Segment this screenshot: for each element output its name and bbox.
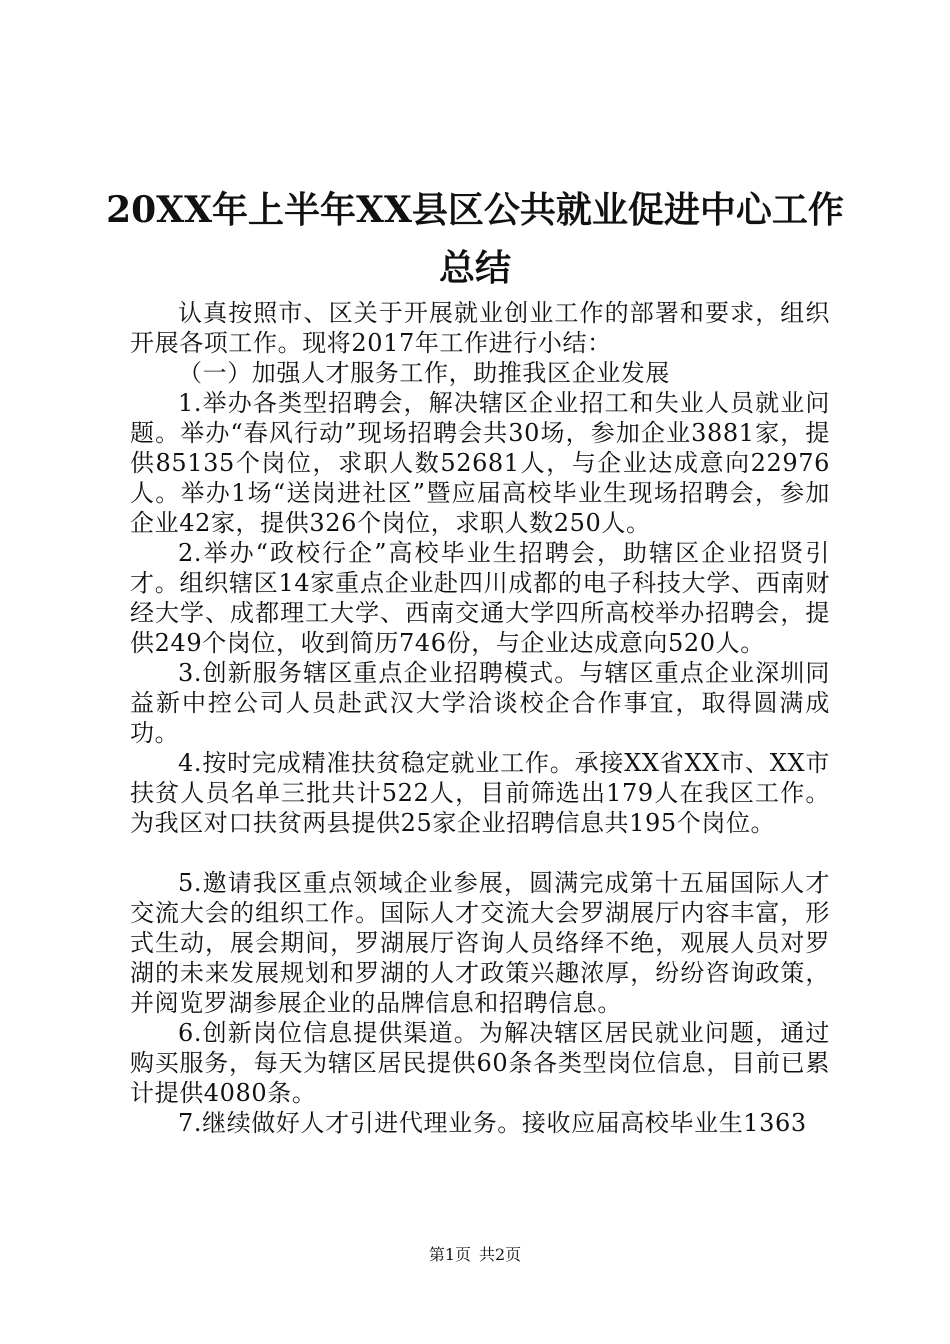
paragraph-item-6: 6.创新岗位信息提供渠道。为解决辖区居民就业问题，通过购买服务，每天为辖区居民提供60条各类型岗位信息，目前已累计提供4080条。 [130, 1019, 830, 1107]
paragraph-item-2: 2.举办“政校行企”高校毕业生招聘会，助辖区企业招贤引才。组织辖区14家重点企业赴四川成都的电子科技大学、西南财经大学、成都理工大学、西南交通大学四所高校举办招聘会，提供249个岗位，收到简历746份，与企业达成意向520人。 [130, 539, 830, 657]
document-title-line-1: 20XX年上半年XX县区公共就业促进中心工作 [106, 189, 844, 231]
page-total: 共2页 [479, 1245, 522, 1264]
paragraph-section-heading: （一）加强人才服务工作，助推我区企业发展 [178, 359, 670, 387]
page-footer [0, 1245, 950, 1265]
document-title-line-2: 总结 [438, 247, 511, 289]
paragraph-item-7: 7.继续做好人才引进代理业务。接收应届高校毕业生1363 [178, 1109, 807, 1137]
paragraph-item-4: 4.按时完成精准扶贫稳定就业工作。承接XX省XX市、XX市扶贫人员名单三批共计522人，目前筛选出179人在我区工作。为我区对口扶贫两县提供25家企业招聘信息共195个岗位。 [130, 749, 830, 837]
paragraph-item-5: 5.邀请我区重点领域企业参展，圆满完成第十五届国际人才交流大会的组织工作。国际人才交流大会罗湖展厅内容丰富，形式生动，展会期间，罗湖展厅咨询人员络绎不绝，观展人员对罗湖的未来发展规划和罗湖的人才政策兴趣浓厚，纷纷咨询政策，并阅览罗湖参展企业的品牌信息和招聘信息。 [130, 869, 830, 1017]
paragraph-item-1: 1.举办各类型招聘会，解决辖区企业招工和失业人员就业问题。举办“春风行动”现场招聘会共30场，参加企业3881家，提供85135个岗位，求职人数52681人，与企业达成意向22976人。举办1场“送岗进社区”暨应届高校毕业生现场招聘会，参加企业42家，提供326个岗位，求职人数250人。 [130, 389, 830, 537]
paragraph-item-3: 3.创新服务辖区重点企业招聘模式。与辖区重点企业深圳同益新中控公司人员赴武汉大学洽谈校企合作事宜，取得圆满成功。 [130, 659, 830, 747]
paragraph-intro: 认真按照市、区关于开展就业创业工作的部署和要求，组织开展各项工作。现将2017年工作进行小结： [130, 299, 830, 357]
document-body [130, 298, 830, 1138]
page-number: 第1页 [428, 1245, 471, 1264]
